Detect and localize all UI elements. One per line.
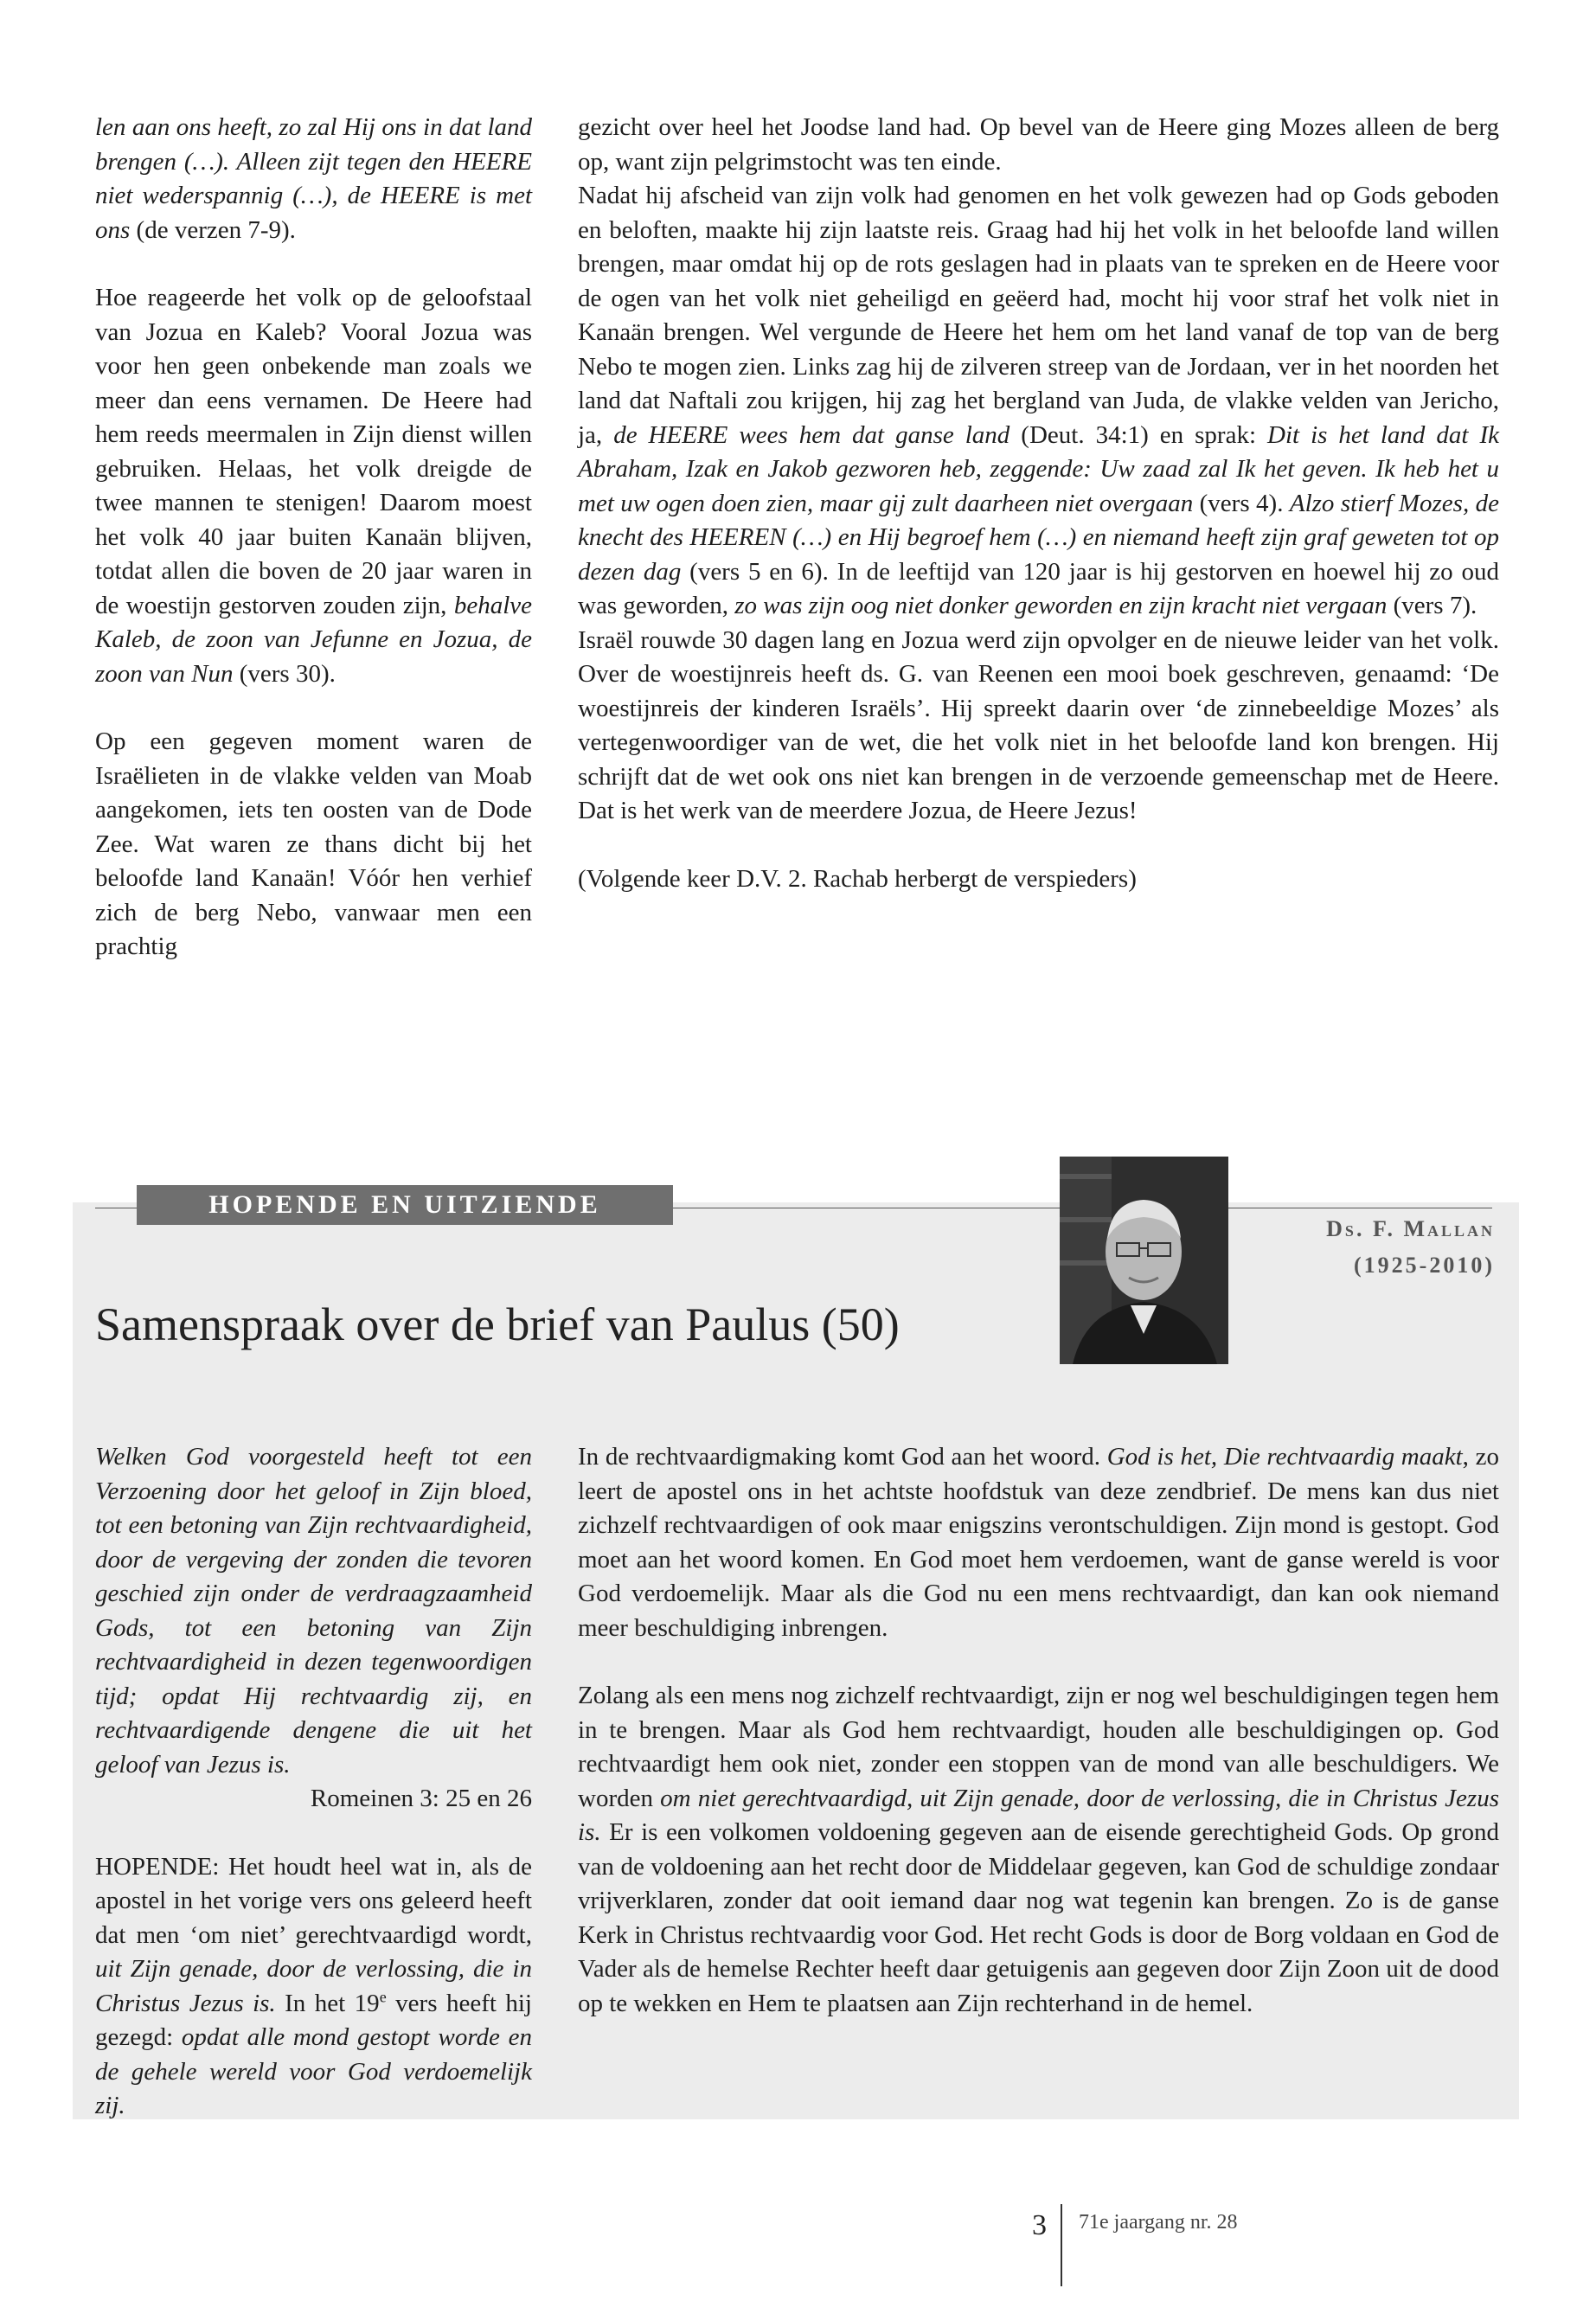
author-years: (1925-2010) [1354,1253,1495,1278]
author-byline [1211,1211,1495,1284]
text-run: (vers 7). [1387,592,1477,619]
paragraph [95,725,532,965]
article-title: Samenspraak over de brief van Paulus (50) [95,1298,900,1350]
italic-text: behalve Kaleb, de zoon van Jefunne en Jozua, de zoon van Nun [95,591,532,688]
text-run: Op een gegeven moment waren de Israëlieten in de vlakke velden van Moab aangekomen, iets ten oosten van de Dode Zee. Wat waren ze thans dicht bij het beloofde land Kanaän! Vóór hen verhief zich de berg Nebo, vanwaar men een prachtig [95,727,532,960]
issue-label: 71e jaargang nr. 28 [1079,2211,1238,2234]
author-name: Ds. F. Mallan [1326,1216,1495,1241]
text-run: Nadat hij afscheid van zijn volk had genomen en het volk gewezen had op Gods geboden en beloften, maakte hij zijn laatste reis. Graag had hij het volk in het beloofde land willen brengen, maar omdat hij op de rots geslagen had in plaats van te spreken en de Heere voor de ogen van het volk niet geheiligd en geëerd had, mocht hij voor straf het volk niet in Kanaän brengen. Wel vergunde de Heere het hem om het land vanaf de top van de berg Nebo te mogen zien. Links zag hij de zilveren streep van de Jordaan, ver in het noorden het land dat Naftali zou krijgen, hij zag het bergland van Juda, de vlakke velden van Jericho, ja, [578,182,1499,449]
italic-text: Dit is het land dat Ik Abraham, Izak en Jakob gezworen heb, zeggende: Uw zaad zal Ik het geven. Ik heb het u met uw ogen doen zien, maar gij zult daarheen niet overgaan [578,420,1499,517]
paragraph [95,281,532,691]
italic-text: Alzo stierf Mozes, de knecht des HEEREN (…) en Hij begroef hem (…) en niemand heeft zijn graf geweten tot op dezen dag [578,489,1499,586]
paragraph [95,1850,532,2124]
author-portrait-photo [1060,1157,1228,1364]
italic-text: opdat alle mond gestopt worde en de gehele wereld voor God verdoemelijk zij. [95,2023,532,2119]
upper-left-column [95,111,532,965]
paragraph [578,179,1499,624]
rubric-label: HOPENDE EN UITZIENDE [137,1185,673,1225]
italic-text: om niet gerechtvaardigd, uit Zijn genade, door de verlossing, die in Christus Jezus is. [578,1784,1499,1846]
paragraph [578,111,1499,179]
text-run: In het 19 [275,1989,380,2017]
paragraph [95,111,532,247]
lower-right-column [578,1440,1499,2021]
italic-text: de HEERE wees hem dat ganse land [613,420,1010,449]
italic-text: len aan ons heeft, zo zal Hij ons in dat land brengen (…). Alleen zijt tegen den HEERE niet wederspannig (…), de HEERE is met ons [95,113,532,244]
text-run: gezicht over heel het Joodse land had. Op bevel van de Heere ging Mozes alleen de berg op, want zijn pelgrimstocht was ten einde. [578,113,1499,176]
verse-reference: Romeinen 3: 25 en 26 [310,1785,532,1812]
text-run: In de rechtvaardigmaking komt God aan het woord. [578,1443,1107,1471]
italic-text: God is het, Die rechtvaardig maakt [1106,1443,1463,1471]
bible-verse: Welken God voorgesteld heeft tot een Verzoening door het geloof in Zijn bloed, tot een betoning van Zijn rechtvaardigheid, door de vergeving der zonden die tevoren geschied zijn onder de verdraagzaamheid Gods, tot een betoning van Zijn rechtvaardigheid in dezen tegenwoordigen tijd; opdat Hij rechtvaardig zij, en rechtvaardigende dengene die uit het geloof van Jezus is. [95,1443,532,1779]
text-run: (de verzen 7-9). [130,215,296,244]
text-run: Hoe reageerde het volk op de geloofstaal van Jozua en Kaleb? Vooral Jozua was voor hen geen onbekende man zoals we meer dan eens vernamen. De Heere had hem reeds meermalen in Zijn dienst willen gebruiken. Helaas, het volk dreigde de twee mannen te stenigen! Daarom moest het volk 40 jaar buiten Kanaän blijven, totdat allen die boven de 20 jaar waren in de woestijn gestorven zouden zijn, [95,284,532,619]
text-run: Er is een volkomen voldoening gegeven aan de eisende gerechtigheid Gods. Op grond van de voldoening aan het recht door de Middelaar gegeven, kan God de schuldige zondaar vrijverklaren, zonder dat ooit iemand daar nog wat tegenin kan brengen. Zo is de ganse Kerk in Christus rechtvaardig voor God. Het recht Gods is door de Borg voldaan en God de Vader als de hemelse Rechter heeft daar getuigenis aan gegeven door Zijn Zoon uit de dood op te wekken en Hem te plaatsen aan Zijn rechterhand in de hemel. [578,1818,1499,2017]
lower-left-column [95,1440,532,2124]
text-run: e [379,1987,387,2005]
text-run: Israël rouwde 30 dagen lang en Jozua werd zijn opvolger en de nieuwe leider van het volk. Over de woestijnreis heeft ds. G. van Reenen een mooi boek geschreven, genaamd: ‘De woestijnreis der kinderen Israëls’. Hij spreekt daarin over ‘de zinnebeeldige Mozes’ als vertegenwoordiger van de wet, die het volk niet in het beloofde land kon brengen. Hij schrijft dat de wet ook ons niet kan brengen in de verzoende gemeenschap met de Heere. Dat is het werk van de meerdere Jozua, de Heere Jezus! [578,625,1499,824]
italic-text: uit Zijn genade, door de verlossing, die in Christus Jezus is. [95,1955,532,2017]
page-number: 3 [1032,2209,1047,2241]
paragraph [578,1440,1499,1645]
next-episode-note: (Volgende keer D.V. 2. Rachab herbergt de verspieders) [578,864,1137,893]
footer-divider [1061,2204,1062,2286]
text-run: (Deut. 34:1) en sprak: [1010,420,1268,449]
text-run: , zo leert de apostel ons in het achtste hoofdstuk van deze zendbrief. De mens kan dus niet zichzelf rechtvaardigen of ook maar enigszins verontschuldigen. Zijn mond is gestopt. God moet aan het woord komen. En God moet hem verdoemen, want de ganse wereld is voor God verdoemelijk. Maar als die God nu een mens rechtvaardigt, dan kan ook niemand meer beschuldiging inbrengen. [578,1443,1500,1642]
text-run: (vers 4). [1193,489,1290,517]
paragraph [578,624,1499,829]
text-run: vers heeft hij gezegd: [95,1989,532,2051]
text-run: (vers 5 en 6). In de leeftijd van 120 jaar is hij gestorven en hoewel hij zo oud was geworden, [578,557,1499,619]
italic-text: zo was zijn oog niet donker geworden en zijn kracht niet vergaan [734,592,1388,619]
text-run: (vers 30). [233,659,336,688]
text-run: HOPENDE: Het houdt heel wat in, als de apostel in het vorige vers ons geleerd heeft dat men ‘om niet’ gerechtvaardigd wordt, [95,1852,532,1949]
upper-right-column [578,111,1499,896]
text-run: Zolang als een mens nog zichzelf rechtvaardigt, zijn er nog wel beschuldigingen tegen hem in te brengen. Maar als God hem rechtvaardigt, houden alle beschuldigingen op. God rechtvaardigt hem ook niet, zonder een stoppen van de mond van alle beschuldigers. We worden [578,1682,1499,1812]
paragraph [578,1679,1499,2021]
